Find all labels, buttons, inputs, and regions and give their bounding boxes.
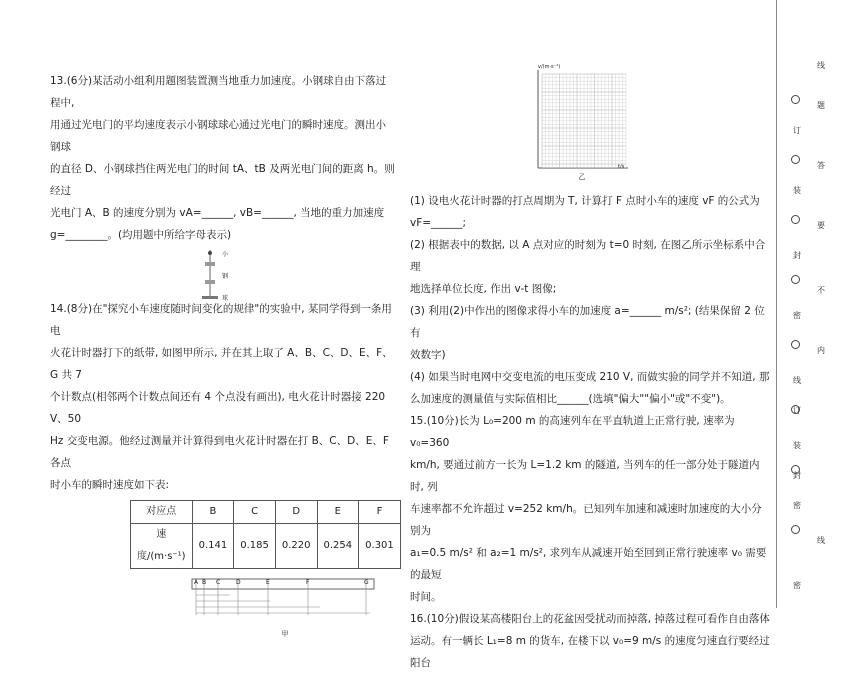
binding-hole-circle xyxy=(791,155,800,164)
binding-label: 不 xyxy=(817,286,825,295)
binding-label: 题 xyxy=(817,101,825,110)
binding-label: 封 xyxy=(793,471,801,480)
table-header-cell: E xyxy=(317,501,359,524)
q14-line: 个计数点(相邻两个计数点间还有 4 个点没有画出), 电火花计时器接 220 V、50 xyxy=(50,391,386,425)
q14-sub-line: (2) 根据表中的数据, 以 A 点对应的时刻为 t=0 时刻, 在图乙所示坐标系中合理 xyxy=(410,239,766,273)
binding-label: 密 xyxy=(793,311,801,320)
tape-point-label: A xyxy=(194,579,199,586)
tape-point-label: C xyxy=(216,579,221,586)
q14-sub-line: 地选择单位长度, 作出 v-t 图像; xyxy=(410,283,557,295)
gate-a xyxy=(205,262,215,266)
q15-line: a₁=0.5 m/s² 和 a₂=1 m/s², 求列车从减速开始至回到正常行驶速率 v₀ 需要的最短 xyxy=(410,547,767,581)
photogate-figure xyxy=(200,248,230,302)
table-header-cell: 对应点 xyxy=(131,501,193,524)
left-column xyxy=(50,70,395,638)
table-cell: 0.141 xyxy=(192,524,234,569)
q15-line: 车速率都不允许超过 v=252 km/h。已知列车加速和减速时加速度的大小分别为 xyxy=(410,503,762,537)
q14-sub-line: (3) 利用(2)中作出的图像求得小车的加速度 a=______ m/s²; (结果保留 2 位有 xyxy=(410,305,765,339)
table-cell: 0.254 xyxy=(317,524,359,569)
table-header-cell: F xyxy=(359,501,401,524)
binding-margin xyxy=(776,0,860,608)
table-header-cell: D xyxy=(275,501,317,524)
q13-line: 光电门 A、B 的速度分别为 vA=______, vB=______, 当地的重力加速度 xyxy=(50,207,385,219)
q13-line: 的直径 D、小钢球挡住两光电门的时间 tA、tB 及两光电门间的距离 h。则经过 xyxy=(50,163,395,197)
gate-b xyxy=(205,280,215,284)
q14-sub-line: (1) 设电火花计时器的打点周期为 T, 计算打 F 点时小车的速度 vF 的公式为 xyxy=(410,195,760,207)
q15-line: 15.(10分)长为 L₀=200 m 的高速列车在平直轨道上正常行驶, 速率为 v₀=360 xyxy=(410,415,735,449)
table-header-cell: C xyxy=(234,501,276,524)
tape-point-label: G xyxy=(364,579,369,586)
binding-label: 密 xyxy=(793,501,801,510)
right-column xyxy=(410,190,770,674)
tape-point-label: B xyxy=(202,579,207,586)
q14-line: 火花计时器打下的纸带, 如图甲所示, 并在其上取了 A、B、C、D、E、F、G 共 7 xyxy=(50,347,393,381)
graph-ylabel: v/(m·s⁻¹) xyxy=(538,64,561,70)
velocity-table xyxy=(130,500,401,569)
steel-ball xyxy=(208,251,212,255)
binding-hole-circle xyxy=(791,215,800,224)
binding-label: 线 xyxy=(793,376,801,385)
binding-hole-circle xyxy=(791,525,800,534)
table-cell: 0.220 xyxy=(275,524,317,569)
photogate-diagram xyxy=(200,248,240,300)
binding-label: 订 xyxy=(793,126,801,135)
table-header-cell: B xyxy=(192,501,234,524)
binding-label: 订 xyxy=(793,406,801,415)
q16-line: 16.(10分)假设某高楼阳台上的花盆因受扰动而掉落, 掉落过程可看作自由落体 xyxy=(410,613,770,625)
binding-label: 装 xyxy=(793,186,801,195)
table-cell: 速度/(m·s⁻¹) xyxy=(131,524,193,569)
vt-grid xyxy=(532,64,632,172)
q14-sub-line: vF=______; xyxy=(410,217,467,229)
vt-graph-figure xyxy=(532,64,632,184)
paper-tape-figure xyxy=(190,575,380,638)
figure-label: 小钢球 xyxy=(222,251,229,302)
binding-label: 要 xyxy=(817,221,825,230)
q13-line: 13.(6分)某活动小组利用题图装置测当地重力加速度。小钢球自由下落过程中, xyxy=(50,75,387,109)
q14-line: 14.(8分)在"探究小车速度随时间变化的规律"的实验中, 某同学得到一条用电 xyxy=(50,303,392,337)
binding-hole-circle xyxy=(791,405,800,414)
graph-caption: 乙 xyxy=(578,173,586,181)
graph-xlabel: t/s xyxy=(618,164,625,170)
tape-point-label: D xyxy=(236,579,241,586)
q14-line: 时小车的瞬时速度如下表: xyxy=(50,479,170,491)
q15-line: 时间。 xyxy=(410,591,442,603)
q14-sub-line: 么加速度的测量值与实际值相比______(选填"偏大""偏小"或"不变")。 xyxy=(410,393,731,405)
binding-label: 内 xyxy=(817,346,825,355)
tape-caption: 甲 xyxy=(281,630,289,638)
tape-point-label: E xyxy=(266,579,270,586)
q13-line: g=________。(均用题中所给字母表示) xyxy=(50,229,232,241)
tape-point-label: F xyxy=(306,579,310,586)
binding-label: 线 xyxy=(817,536,825,545)
binding-label: 线 xyxy=(817,61,825,70)
q16-line: 运动。有一辆长 L₁=8 m 的货车, 在楼下以 v₀=9 m/s 的速度匀速直行要经过阳台 xyxy=(410,635,770,669)
q14-line: Hz 交变电源。他经过测量并计算得到电火花计时器在打 B、C、D、E、F 各点 xyxy=(50,435,389,469)
q14-sub-line: (4) 如果当时电网中交变电流的电压变成 210 V, 而做实验的同学并不知道, 那 xyxy=(410,371,770,383)
binding-label: 装 xyxy=(793,441,801,450)
binding-hole-circle xyxy=(791,95,800,104)
table-cell: 0.301 xyxy=(359,524,401,569)
q15-line: km/h, 要通过前方一长为 L=1.2 km 的隧道, 当列车的任一部分处于隧道内时, 列 xyxy=(410,459,760,493)
binding-label: 答 xyxy=(817,161,825,170)
q13-line: 用通过光电门的平均速度表示小钢球球心通过光电门的瞬时速度。测出小钢球 xyxy=(50,119,386,153)
table-row xyxy=(131,501,401,524)
binding-hole-circle xyxy=(791,275,800,284)
binding-hole-circle xyxy=(791,465,800,474)
binding-hole-circle xyxy=(791,340,800,349)
table-row xyxy=(131,524,401,569)
binding-label: 密 xyxy=(793,581,801,590)
binding-label: 封 xyxy=(793,251,801,260)
table-cell: 0.185 xyxy=(234,524,276,569)
q14-sub-line: 效数字) xyxy=(410,349,446,361)
